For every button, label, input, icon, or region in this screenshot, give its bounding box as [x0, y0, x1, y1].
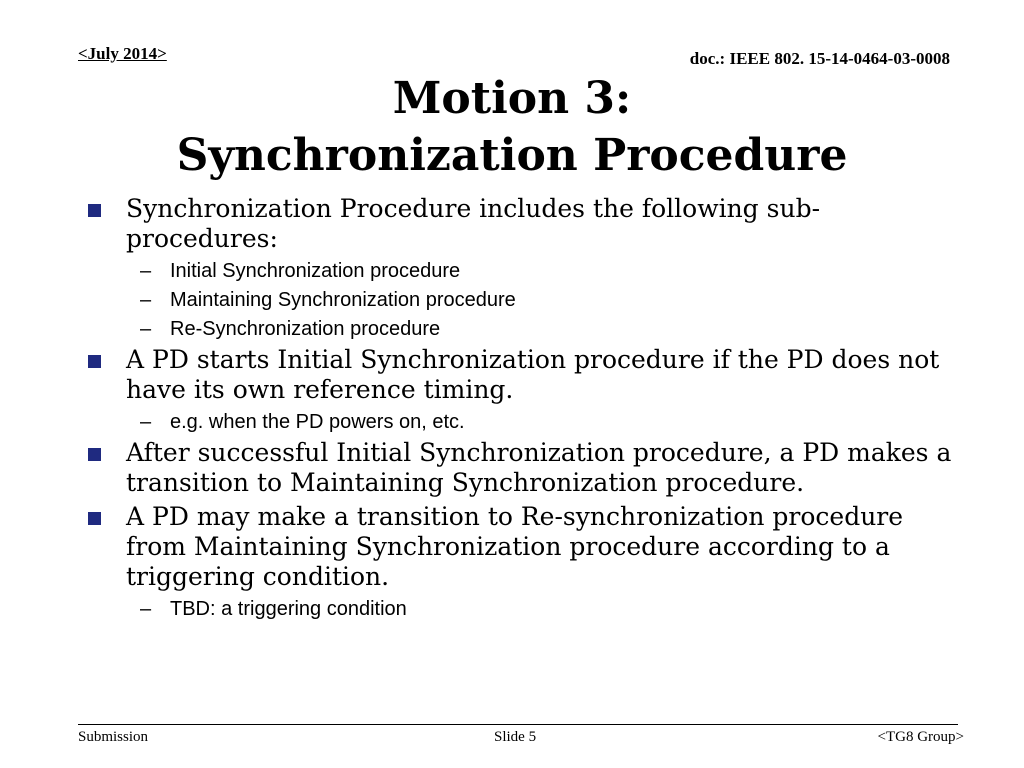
dash-icon: –: [140, 411, 152, 433]
sub-bullet-item: [86, 287, 956, 313]
slide-body: [86, 194, 956, 625]
sub-bullet-item: [86, 409, 956, 435]
bullet-text: A PD starts Initial Synchronization procedure if the PD does not have its own reference timing.: [126, 345, 940, 404]
footer-divider: [78, 724, 958, 725]
sub-bullet-item: [86, 316, 956, 342]
sub-bullet-text: Maintaining Synchronization procedure: [170, 289, 516, 311]
sub-bullet-text: e.g. when the PD powers on, etc.: [170, 411, 465, 433]
square-bullet-icon: [88, 512, 101, 525]
bullet-item: [86, 438, 956, 498]
square-bullet-icon: [88, 204, 101, 217]
footer-group: <TG8 Group>: [877, 729, 964, 745]
square-bullet-icon: [88, 448, 101, 461]
sub-bullet-text: Re-Synchronization procedure: [170, 318, 441, 340]
dash-icon: –: [140, 318, 152, 340]
bullet-item: [86, 345, 956, 405]
sub-bullet-text: TBD: a triggering condition: [170, 598, 407, 620]
sub-bullet-item: [86, 258, 956, 284]
sub-bullet-text: Initial Synchronization procedure: [170, 260, 461, 282]
header-doc-id: doc.: IEEE 802. 15-14-0464-03-0008: [689, 49, 950, 68]
dash-icon: –: [140, 598, 152, 620]
dash-icon: –: [140, 260, 152, 282]
bullet-text: Synchronization Procedure includes the following sub-procedures:: [126, 194, 821, 253]
footer-submission: Submission: [78, 729, 149, 745]
bullet-item: [86, 502, 956, 592]
bullet-text: After successful Initial Synchronization procedure, a PD makes a transition to Maintaining Synchronization procedure.: [126, 438, 952, 497]
slide-title-line-1: Motion 3:: [392, 73, 632, 124]
dash-icon: –: [140, 289, 152, 311]
slide-title-line-2: Synchronization Procedure: [176, 130, 848, 181]
bullet-text: A PD may make a transition to Re-synchronization procedure from Maintaining Synchronization procedure according to a triggering condition.: [126, 502, 904, 591]
header-date: <July 2014>: [78, 44, 167, 63]
sub-bullet-item: [86, 596, 956, 622]
slide-title: [0, 70, 1024, 184]
bullet-item: [86, 194, 956, 254]
square-bullet-icon: [88, 355, 101, 368]
footer-slide-number: Slide 5: [494, 729, 537, 745]
